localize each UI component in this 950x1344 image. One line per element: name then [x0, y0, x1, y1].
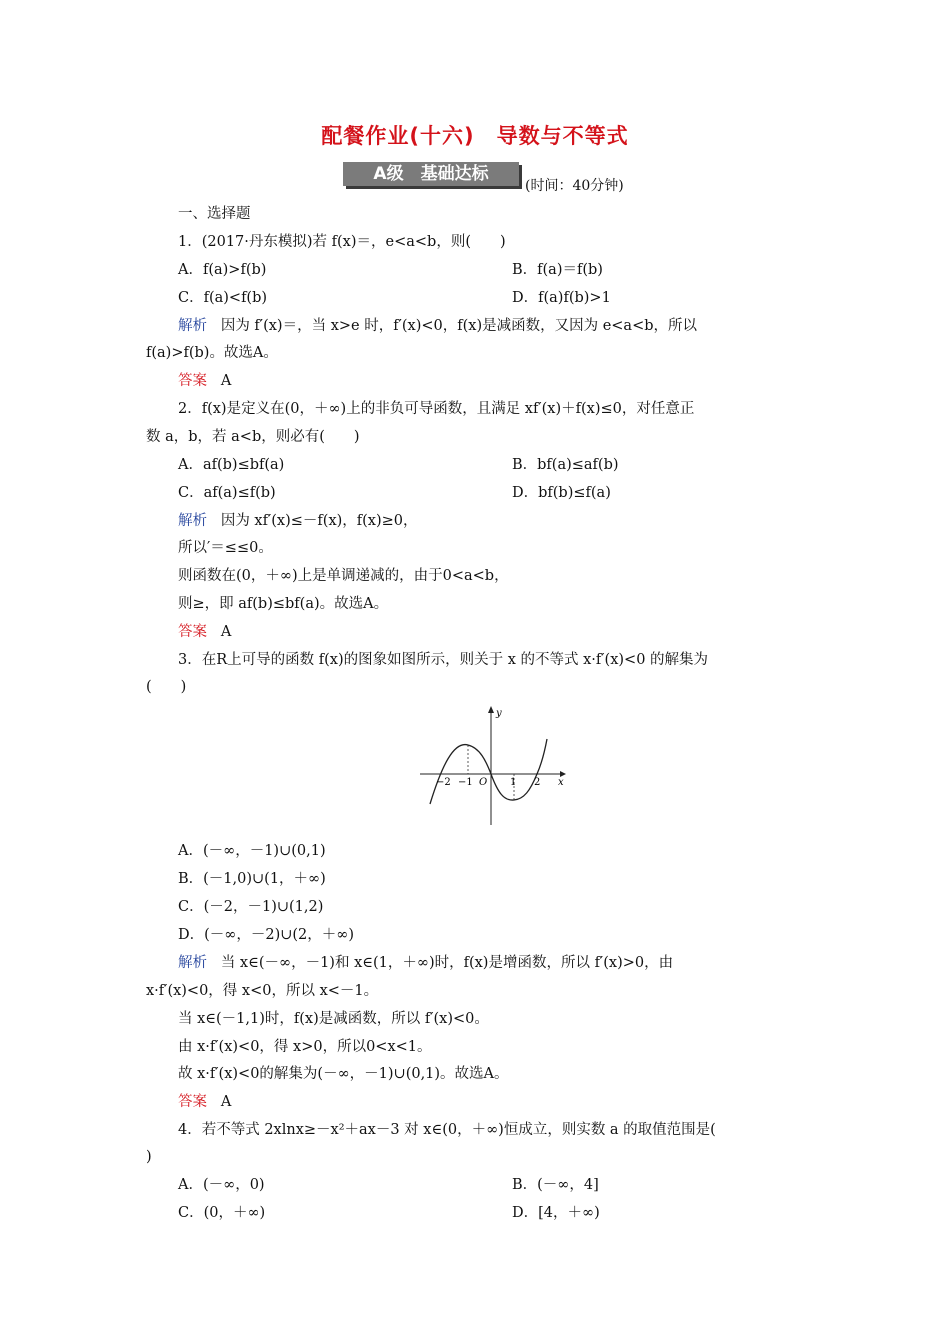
- tick-label-minus-2: −2: [436, 777, 451, 788]
- q2-stem-line-1: 2．f(x)是定义在(0，＋∞)上的非负可导函数，且满足 xf′(x)＋f(x)≤0，对任意正: [178, 401, 695, 417]
- q3-option-b: B．(－1,0)∪(1，＋∞): [178, 871, 326, 887]
- q1-answer: A: [220, 373, 232, 389]
- q3-option-c: C．(－2，－1)∪(1,2): [178, 899, 324, 915]
- level-badge: A级 基础达标: [343, 162, 519, 186]
- page-title: 配餐作业(十六) 导数与不等式: [321, 124, 629, 148]
- q1-option-c: C．f(a)<f(b): [178, 290, 268, 306]
- q3-answer: A: [220, 1094, 232, 1110]
- q2-analysis-line-3: 则函数在(0，＋∞)上是单调递减的，由于0<a<b，: [178, 568, 509, 584]
- q2-stem-line-2: 数 a，b，若 a<b，则必有( ): [146, 429, 360, 445]
- q3-option-a: A．(－∞，－1)∪(0,1): [178, 843, 326, 859]
- q1-stem: 1．(2017·丹东模拟)若 f(x)＝，e<a<b，则( ): [178, 234, 506, 250]
- q3-analysis-line-2: x·f′(x)<0，得 x<0，所以 x<－1。: [146, 983, 379, 999]
- q1-analysis-line-1: 因为 f′(x)＝，当 x>e 时，f′(x)<0，f(x)是减函数，又因为 e<a<b，所以: [220, 318, 698, 334]
- q3-analysis-line-4: 由 x·f′(x)<0，得 x>0，所以0<x<1。: [178, 1039, 432, 1055]
- q4-option-a: A．(－∞，0): [178, 1177, 265, 1193]
- q3-analysis-line-3: 当 x∈(－1,1)时，f(x)是减函数，所以 f′(x)<0。: [178, 1011, 489, 1027]
- q3-stem-line-1: 3．在R上可导的函数 f(x)的图象如图所示，则关于 x 的不等式 x·f′(x)<0 的解集为: [178, 652, 709, 668]
- q1-option-a: A．f(a)>f(b): [178, 262, 267, 278]
- q1-option-b: B．f(a)＝f(b): [512, 262, 603, 278]
- q2-analysis-line-2: 所以′＝≤≤0。: [178, 540, 273, 556]
- y-axis-label: y: [496, 708, 502, 719]
- origin-label: O: [479, 777, 488, 788]
- tick-label-plus-2: 2: [534, 777, 541, 788]
- section-heading: 一、选择题: [178, 206, 251, 222]
- q4-option-c: C．(0，＋∞): [178, 1205, 266, 1221]
- y-axis-arrow-icon: [488, 706, 494, 713]
- function-curve: [430, 739, 547, 804]
- q4-option-d: D．[4，＋∞): [512, 1205, 600, 1221]
- q2-answer: A: [220, 624, 232, 640]
- q2-analysis-line-1: 因为 xf′(x)≤－f(x)，f(x)≥0，: [220, 513, 418, 529]
- q3-option-d: D．(－∞，－2)∪(2，＋∞): [178, 927, 355, 943]
- q1-answer-label: 答案: [178, 373, 207, 389]
- q3-analysis-line-5: 故 x·f′(x)<0的解集为(－∞，－1)∪(0,1)。故选A。: [178, 1066, 509, 1082]
- q2-option-a: A．af(b)≤bf(a): [178, 457, 285, 473]
- q3-analysis-line-1: 当 x∈(－∞，－1)和 x∈(1，＋∞)时，f(x)是增函数，所以 f′(x)>0，由: [220, 955, 674, 971]
- q4-stem-line-2: ): [146, 1149, 152, 1165]
- function-graph: [420, 703, 570, 829]
- q1-option-d: D．f(a)f(b)>1: [512, 290, 611, 306]
- tick-label-plus-1: 1: [510, 777, 517, 788]
- q2-analysis-label: 解析: [178, 513, 207, 529]
- q2-option-c: C．af(a)≤f(b): [178, 485, 276, 501]
- x-axis-label: x: [558, 777, 564, 788]
- q2-analysis-line-4: 则≥，即 af(b)≤bf(a)。故选A。: [178, 596, 389, 612]
- q2-answer-label: 答案: [178, 624, 207, 640]
- q1-analysis-line-2: f(a)>f(b)。故选A。: [146, 345, 278, 361]
- tick-label-minus-1: −1: [458, 777, 473, 788]
- q3-stem-line-2: ( ): [146, 679, 187, 695]
- time-note: (时间：40分钟): [525, 178, 624, 194]
- q1-analysis-label: 解析: [178, 318, 207, 334]
- q3-analysis-label: 解析: [178, 955, 207, 971]
- q2-option-d: D．bf(b)≤f(a): [512, 485, 611, 501]
- q2-option-b: B．bf(a)≤af(b): [512, 457, 619, 473]
- q4-stem-line-1: 4．若不等式 2xlnx≥－x²＋ax－3 对 x∈(0，＋∞)恒成立，则实数 a 的取值范围是(: [178, 1122, 716, 1138]
- q4-option-b: B．(－∞，4]: [512, 1177, 599, 1193]
- q3-answer-label: 答案: [178, 1094, 207, 1110]
